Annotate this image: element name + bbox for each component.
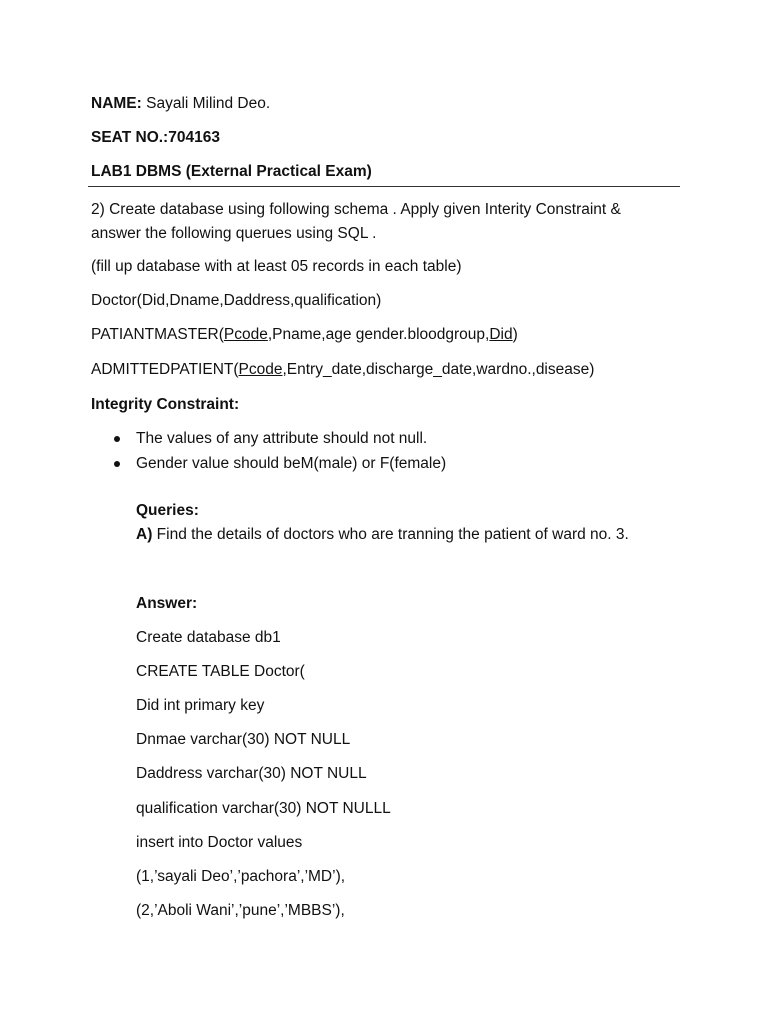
name-value: Sayali Milind Deo. bbox=[141, 95, 271, 112]
integrity-bullet-1: The values of any attribute should not null. bbox=[136, 430, 428, 447]
question-line-1: 2) Create database using following schema . Apply given Interity Constraint & bbox=[91, 201, 621, 218]
answer-line: insert into Doctor values bbox=[136, 834, 303, 851]
answer-line: (1,’sayali Deo’,’pachora’,’MD’), bbox=[136, 868, 346, 885]
schema-doctor: Doctor(Did,Dname,Daddress,qualification) bbox=[91, 292, 382, 309]
schema-patientmaster-fk: Did bbox=[489, 326, 513, 343]
bullet-icon bbox=[114, 436, 120, 442]
answer-line: Did int primary key bbox=[136, 697, 265, 714]
queries-heading: Queries: bbox=[136, 502, 199, 519]
query-a-label: A) bbox=[136, 526, 153, 543]
answer-heading: Answer: bbox=[136, 595, 198, 612]
query-a bbox=[136, 525, 629, 545]
schema-patientmaster bbox=[91, 325, 518, 345]
answer-line: qualification varchar(30) NOT NULLL bbox=[136, 800, 391, 817]
schema-admitted-rest: ,Entry_date,discharge_date,wardno.,disease) bbox=[282, 361, 595, 378]
answer-line: Daddress varchar(30) NOT NULL bbox=[136, 765, 367, 782]
lab-title: LAB1 DBMS (External Practical Exam) bbox=[91, 163, 372, 180]
integrity-heading: Integrity Constraint: bbox=[91, 396, 240, 413]
schema-patientmaster-suffix: ) bbox=[512, 326, 518, 343]
question-note: (fill up database with at least 05 records in each table) bbox=[91, 258, 462, 275]
query-a-text: Find the details of doctors who are tranning the patient of ward no. 3. bbox=[152, 526, 629, 543]
answer-line: Create database db1 bbox=[136, 629, 281, 646]
schema-admitted-prefix: ADMITTEDPATIENT( bbox=[91, 361, 239, 378]
horizontal-rule bbox=[88, 186, 680, 187]
answer-line: (2,’Aboli Wani’,’pune’,’MBBS’), bbox=[136, 902, 345, 919]
name-label: NAME: bbox=[91, 95, 142, 112]
schema-patientmaster-prefix: PATIANTMASTER( bbox=[91, 326, 224, 343]
schema-admittedpatient bbox=[91, 360, 594, 380]
schema-admitted-pk: Pcode bbox=[238, 361, 283, 378]
question-line-2: answer the following querues using SQL . bbox=[91, 225, 377, 242]
answer-line: Dnmae varchar(30) NOT NULL bbox=[136, 731, 351, 748]
schema-patientmaster-pk: Pcode bbox=[223, 326, 268, 343]
bullet-icon bbox=[114, 461, 120, 467]
integrity-bullet-2: Gender value should beM(male) or F(female) bbox=[136, 455, 447, 472]
seat-number: SEAT NO.:704163 bbox=[91, 129, 220, 146]
answer-line: CREATE TABLE Doctor( bbox=[136, 663, 305, 680]
schema-patientmaster-mid: ,Pname,age gender.bloodgroup, bbox=[267, 326, 490, 343]
name-line bbox=[91, 94, 270, 114]
